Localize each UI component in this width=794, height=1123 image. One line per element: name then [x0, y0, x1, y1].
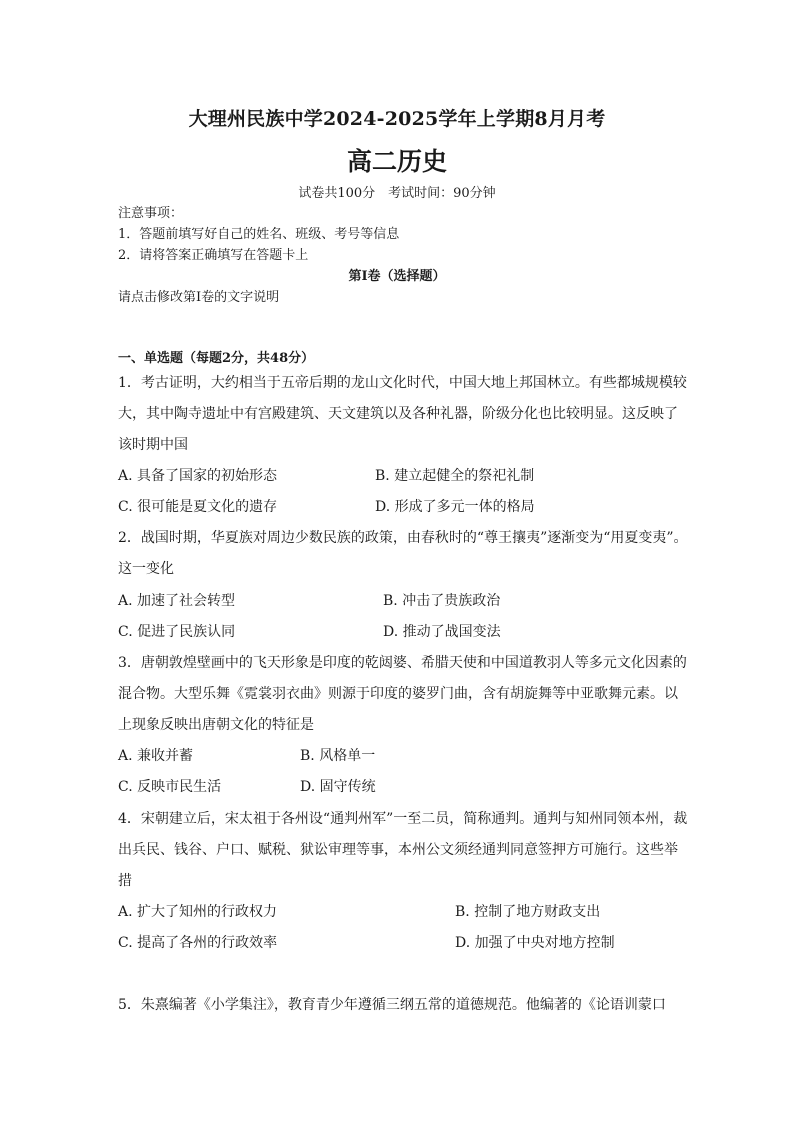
question-1-option-b[interactable]: B. 建立起健全的祭祀礼制: [375, 468, 535, 484]
question-1-option-a[interactable]: A. 具备了国家的初始形态: [118, 468, 278, 484]
exam-subject: 高二历史: [346, 147, 447, 176]
question-3-option-b[interactable]: B. 风格单一: [300, 748, 376, 764]
question-4-option-c[interactable]: C. 提高了各州的行政效率: [118, 935, 278, 951]
question-3-option-a[interactable]: A. 兼收并蓄: [118, 748, 194, 764]
notes-heading: 注意事项：: [118, 206, 184, 221]
notes-item-1: 1．答题前填写好自己的姓名、班级、考号等信息: [118, 227, 400, 242]
notes-item-2: 2．请将答案正确填写在答题卡上: [118, 248, 309, 263]
question-1-stem: 1．考古证明，大约相当于五帝后期的龙山文化时代，中国大地上邦国林立。有些都城规模较大，其中陶寺遗址中有宫殿建筑、天文建筑以及各种礼器，阶级分化也比较明显。这反映了该时期中国: [118, 375, 687, 453]
notes-block: [118, 203, 399, 266]
question-3-option-d[interactable]: D. 固守传统: [300, 779, 376, 795]
question-2-option-a[interactable]: A. 加速了社会转型: [118, 593, 236, 609]
question-2-stem: 2．战国时期，华夏族对周边少数民族的政策，由春秋时的“尊王攘夷”逐渐变为“用夏变夷”。这一变化: [118, 530, 688, 577]
exam-meta: 试卷共100分 考试时间：90分钟: [298, 186, 496, 201]
question-3-option-c[interactable]: C. 反映市民生活: [118, 779, 222, 795]
volume-description: 请点击修改第I卷的文字说明: [118, 290, 280, 305]
question-5-stem: 5．朱熹编著《小学集注》，教育青少年遵循三纲五常的道德规范。他编著的《论语训蒙口: [118, 997, 666, 1013]
question-3-stem: 3．唐朝敦煌壁画中的飞天形象是印度的乾闼婆、希腊天使和中国道教羽人等多元文化因素的混合物。大型乐舞《霓裳羽衣曲》则源于印度的婆罗门曲，含有胡旋舞等中亚歌舞元素。以上现象反映出唐朝文化的特征是: [118, 655, 687, 733]
question-4-option-d[interactable]: D. 加强了中央对地方控制: [455, 935, 615, 951]
question-1-option-c[interactable]: C. 很可能是夏文化的遗存: [118, 499, 278, 515]
volume-title: 第I卷（选择题）: [348, 269, 446, 284]
question-2-option-c[interactable]: C. 促进了民族认同: [118, 624, 236, 640]
section-title: 一、单选题（每题2分，共48分）: [118, 351, 315, 366]
question-2-option-b[interactable]: B. 冲击了贵族政治: [383, 593, 501, 609]
question-4-option-b[interactable]: B. 控制了地方财政支出: [455, 904, 601, 920]
exam-title: 大理州民族中学2024-2025学年上学期8月月考: [188, 108, 606, 130]
question-4-option-a[interactable]: A. 扩大了知州的行政权力: [118, 904, 278, 920]
question-2-option-d[interactable]: D. 推动了战国变法: [383, 624, 501, 640]
question-4-stem: 4．宋朝建立后，宋太祖于各州设“通判州军”一至二员，简称通判。通判与知州同领本州，裁出兵民、钱谷、户口、赋税、狱讼审理等事，本州公文须经通判同意签押方可施行。这些举措: [118, 811, 688, 889]
question-1-option-d[interactable]: D. 形成了多元一体的格局: [375, 499, 535, 515]
